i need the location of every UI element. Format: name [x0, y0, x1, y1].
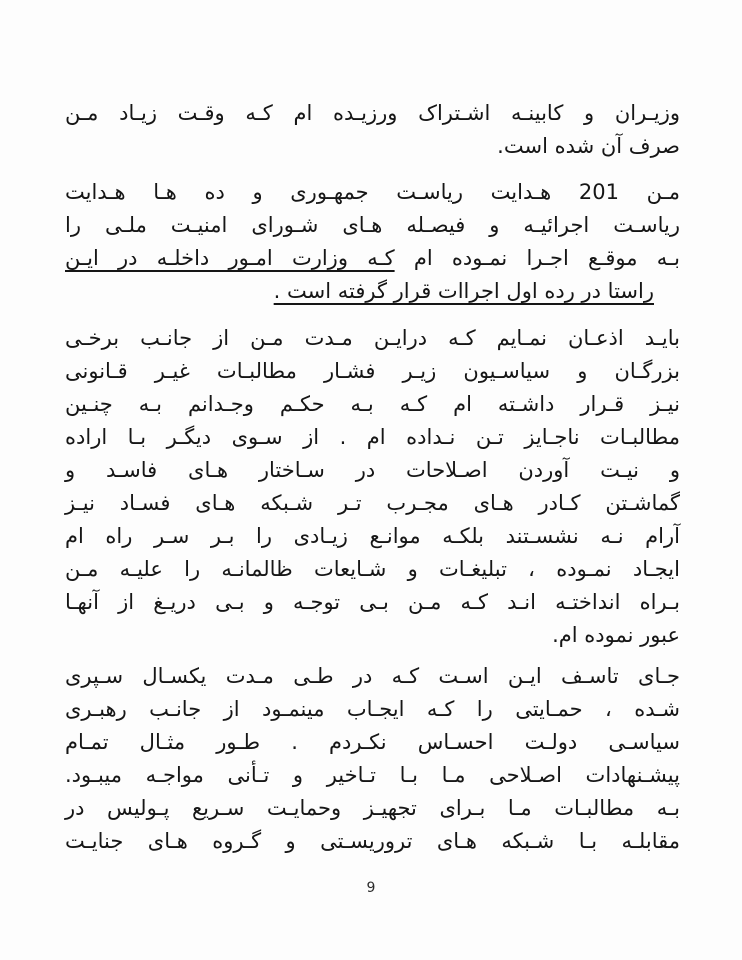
- text-line: جـای تاسـف ایـن اسـت کـه در طـی مـدت یکسـال سـپری: [65, 664, 680, 688]
- text-line: نیـز قـرار داشـته ام کـه بـه حکـم وجـدانم بـه چنـین: [65, 392, 680, 416]
- text-line: ایجـاد نمـوده ، تبلیغـات و شـایعات ظالمانـه را علیـه مـن: [65, 557, 680, 581]
- text-segment: بـه موقـع اجـرا نمـوده ام: [394, 246, 680, 270]
- text-line: [65, 242, 680, 275]
- text-line: مـن 201 هـدایت ریاسـت جمهـوری و ده هـا هـدایت: [65, 180, 680, 204]
- text-line: بایـد اذعـان نمـایم کـه درایـن مـدت مـن از جانـب برخـی: [65, 326, 680, 350]
- underlined-text-line: راستا در رده اول اجراات قرار گرفته است .: [273, 279, 654, 303]
- text-line: ریاسـت اجرائیـه و فیصـله هـای شـورای امنیـت ملـی را: [65, 213, 680, 237]
- text-line: شـده ، حمـایتی را کـه ایجـاب مینمـود از جانـب رهبـری: [65, 697, 680, 721]
- text-line: و نیـت آوردن اصـلاحات در سـاختار هـای فاسـد و: [65, 458, 680, 482]
- text-line: سیاسـی دولـت احسـاس نکـردم . طـور مثـال تمـام: [65, 730, 680, 754]
- text-line: عبور نموده ام.: [552, 623, 680, 647]
- text-line: مطالبـات ناجـایز تـن نـداده ام . از سـوی دیگـر بـا اراده: [65, 425, 680, 449]
- paragraph: [65, 97, 680, 163]
- text-line: پیشـنهادات اصـلاحی مـا بـا تـاخیر و تـأنی مواجـه میبـود.: [65, 763, 680, 787]
- text-block: [65, 97, 680, 858]
- text-line: بـراه انداختـه انـد کـه مـن بـی توجـه و بـی دریـغ از آنهـا: [65, 590, 680, 614]
- paragraph: [65, 322, 680, 652]
- text-line: مقابلـه بـا شـبکه هـای تروریسـتی و گـروه هـای جنایـت: [65, 829, 680, 853]
- text-line: گماشـتن کـادر هـای مجـرب تـر شـبکه هـای فسـاد نیـز: [65, 491, 680, 515]
- text-line: بـه مطالبـات مـا بـرای تجهیـز وحمایـت سـریع پـولیس در: [65, 796, 680, 820]
- paragraph: [65, 660, 680, 858]
- text-line: صرف آن شده است.: [497, 134, 680, 158]
- text-line: آرام نـه نشسـتند بلکـه موانـع زیـادی را بـر سـر راه ام: [65, 524, 680, 548]
- page-number: 9: [366, 880, 376, 896]
- text-line: وزیـران و کابینـه اشـتراک ورزیـده ام کـه وقـت زیـاد مـن: [65, 101, 680, 125]
- paragraph: [65, 176, 680, 308]
- underlined-text: کـه وزارت امـور داخلـه در ایـن: [65, 246, 395, 270]
- text-line: بزرگـان و سیاسـیون زیـر فشـار مطالبـات غیـر قـانونی: [65, 359, 680, 383]
